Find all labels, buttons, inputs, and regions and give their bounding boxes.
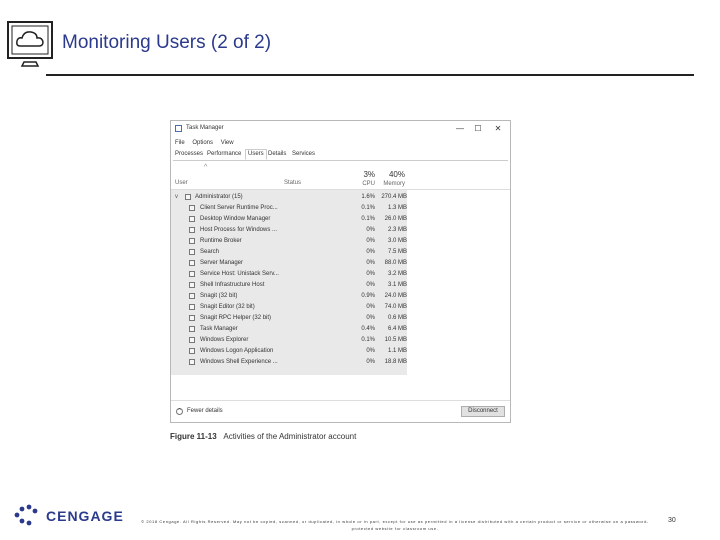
process-memory: 88.0 MB [384,260,407,266]
process-cpu: 0% [366,359,375,365]
process-row[interactable] [171,225,510,236]
process-cpu: 0% [366,260,375,266]
column-user[interactable]: User [175,180,188,186]
process-memory: 6.4 MB [387,326,407,332]
process-icon [189,238,195,244]
task-manager-app-icon [175,125,182,132]
process-row[interactable] [171,357,510,368]
process-row[interactable] [171,313,510,324]
process-cpu: 0.1% [361,337,375,343]
user-group-name: Administrator (15) [195,194,243,200]
process-cpu: 0% [366,271,375,277]
brand-name: CENGAGE [46,508,124,524]
process-row[interactable] [171,346,510,357]
process-memory: 1.3 MB [387,205,407,211]
process-memory: 10.5 MB [384,337,407,343]
process-icon [189,337,195,343]
process-name: Windows Logon Application [200,348,274,354]
process-memory: 0.6 MB [387,315,407,321]
process-icon [189,271,195,277]
tab-processes[interactable]: Processes [175,151,204,157]
process-name: Service Host: Unistack Serv... [200,271,279,277]
process-memory: 2.3 MB [387,227,407,233]
minimize-button[interactable]: — [456,124,464,133]
column-cpu[interactable]: CPU [362,181,375,187]
menu-file[interactable]: File [175,140,185,146]
process-icon [189,282,195,288]
process-row[interactable] [171,280,510,291]
process-icon [189,348,195,354]
process-name: Server Manager [200,260,244,266]
cloud-monitor-icon [6,16,56,70]
process-cpu: 0% [366,249,375,255]
process-memory: 24.0 MB [384,293,407,299]
process-cpu: 0.4% [361,326,375,332]
process-row[interactable] [171,203,510,214]
menu-view[interactable]: View [220,140,234,146]
chevron-down-icon[interactable]: v [175,194,178,200]
column-header [171,161,510,190]
menu-options[interactable]: Options [192,140,214,146]
process-name: Snagit (32 bit) [200,293,238,299]
footer-bar [171,400,510,423]
process-icon [189,326,195,332]
process-row[interactable] [171,291,510,302]
process-row[interactable] [171,214,510,225]
figure-caption-text: Activities of the Administrator account [223,432,357,441]
process-icon [189,359,195,365]
page-number: 30 [668,517,676,524]
maximize-button[interactable]: ☐ [474,124,482,133]
close-button[interactable]: ✕ [494,124,502,133]
tab-services[interactable]: Services [292,151,316,157]
title-divider [46,74,694,76]
tab-details[interactable]: Details [268,151,287,157]
process-memory: 3.1 MB [387,282,407,288]
process-name: Host Process for Windows ... [200,227,278,233]
process-icon [189,227,195,233]
tab-users[interactable]: Users [245,149,267,160]
process-name: Search [200,249,220,255]
process-cpu: 0% [366,282,375,288]
tab-strip [173,150,508,161]
slide-title: Monitoring Users (2 of 2) [62,32,272,53]
copyright-notice: © 2018 Cengage. All Rights Reserved. May not be copied, scanned, or duplicated, in whole or in part, except for use as permitted in a license distributed with a certain product or service or otherwise on a password-protected website for classroom use. [141,519,649,531]
column-memory[interactable]: Memory [383,181,405,187]
process-memory: 7.5 MB [387,249,407,255]
process-cpu: 0% [366,227,375,233]
title-bar [171,121,510,137]
process-row[interactable] [171,335,510,346]
process-name: Windows Explorer [200,337,249,343]
process-memory: 18.8 MB [384,359,407,365]
process-name: Snagit Editor (32 bit) [200,304,255,310]
process-row[interactable] [171,247,510,258]
process-cpu: 0.1% [361,216,375,222]
process-row[interactable] [171,236,510,247]
process-name: Windows Shell Experience ... [200,359,278,365]
process-icon [189,260,195,266]
tab-performance[interactable]: Performance [207,151,242,157]
process-row[interactable] [171,258,510,269]
process-icon [189,216,195,222]
user-group-memory: 270.4 MB [381,194,407,200]
fewer-details-link[interactable]: Fewer details [187,408,223,414]
user-group-row[interactable] [171,192,510,203]
task-manager-window [170,120,511,423]
process-cpu: 0% [366,238,375,244]
process-icon [189,205,195,211]
process-list [171,190,510,375]
menu-bar [175,140,240,148]
process-row[interactable] [171,324,510,335]
process-cpu: 0% [366,315,375,321]
process-name: Task Manager [200,326,238,332]
process-memory: 1.1 MB [387,348,407,354]
chevron-up-icon[interactable]: ^ [176,408,183,415]
process-icon [189,293,195,299]
sort-caret-icon: ^ [204,164,208,171]
figure-caption [170,432,356,441]
process-name: Shell Infrastructure Host [200,282,265,288]
process-memory: 74.0 MB [384,304,407,310]
process-row[interactable] [171,302,510,313]
cengage-logo-icon [12,504,40,526]
user-icon [185,194,191,200]
process-icon [189,249,195,255]
process-cpu: 0.1% [361,205,375,211]
process-memory: 3.0 MB [387,238,407,244]
memory-total: 40% [388,170,405,179]
disconnect-button[interactable]: Disconnect [461,406,505,417]
process-name: Desktop Window Manager [200,216,271,222]
process-cpu: 0% [366,348,375,354]
user-group-cpu: 1.6% [361,194,375,200]
process-name: Runtime Broker [200,238,242,244]
process-name: Client Server Runtime Proc... [200,205,278,211]
column-status[interactable]: Status [284,180,302,186]
process-name: Snagit RPC Helper (32 bit) [200,315,272,321]
figure-label: Figure 11-13 [170,432,217,441]
window-title: Task Manager [186,125,224,131]
process-cpu: 0% [366,304,375,310]
process-icon [189,304,195,310]
process-row[interactable] [171,269,510,280]
process-icon [189,315,195,321]
process-memory: 3.2 MB [387,271,407,277]
cpu-total: 3% [363,170,375,179]
process-memory: 26.0 MB [384,216,407,222]
process-cpu: 0.9% [361,293,375,299]
